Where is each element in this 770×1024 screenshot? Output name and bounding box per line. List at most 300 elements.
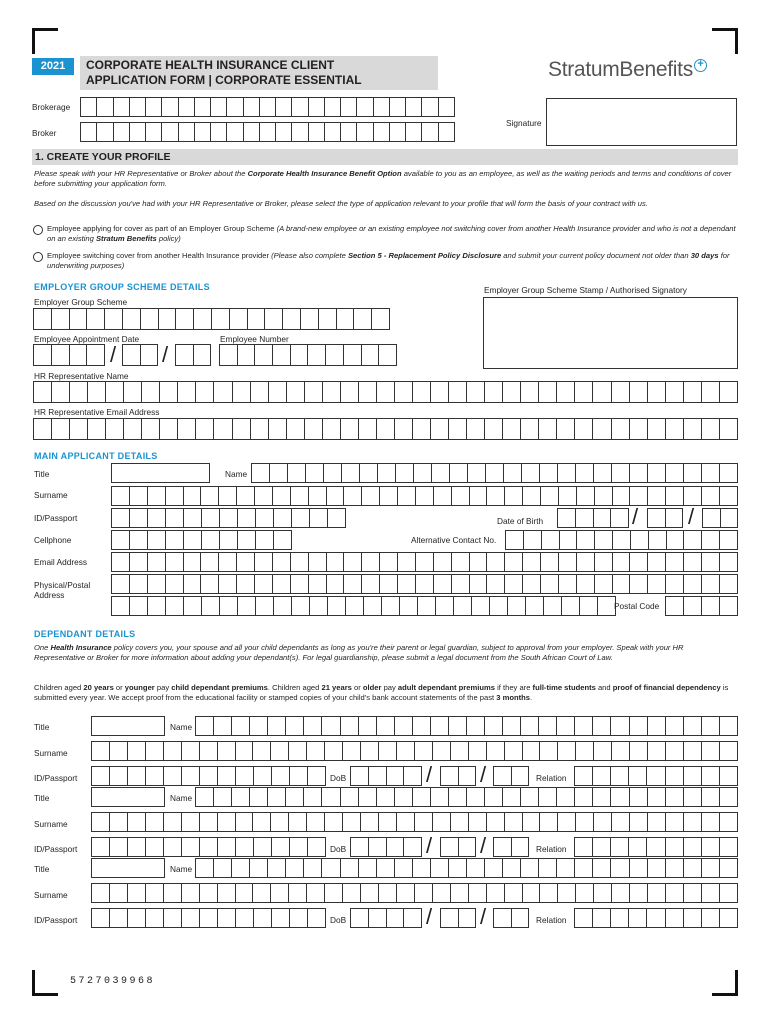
input-cell[interactable] — [449, 858, 467, 878]
input-cell[interactable] — [702, 552, 720, 572]
input-cell[interactable] — [451, 883, 469, 903]
input-cell[interactable] — [361, 883, 379, 903]
input-cell[interactable] — [268, 858, 286, 878]
input-cell[interactable] — [503, 787, 521, 807]
input-cell[interactable] — [540, 883, 558, 903]
input-cell[interactable] — [272, 837, 290, 857]
input-cell[interactable] — [268, 716, 286, 736]
input-cell[interactable] — [379, 812, 397, 832]
input-cell[interactable] — [413, 858, 431, 878]
input-cell[interactable] — [647, 908, 665, 928]
dep-1-dob-year[interactable] — [350, 766, 422, 786]
input-cell[interactable] — [613, 530, 631, 550]
input-cell[interactable] — [292, 508, 310, 528]
input-cell[interactable] — [494, 837, 512, 857]
dob-month[interactable] — [647, 508, 683, 528]
input-cell[interactable] — [70, 344, 88, 366]
input-cell[interactable] — [110, 812, 128, 832]
signature-box[interactable] — [546, 98, 737, 146]
input-cell[interactable] — [629, 766, 647, 786]
input-cell[interactable] — [382, 596, 400, 616]
input-cell[interactable] — [576, 463, 594, 483]
input-cell[interactable] — [128, 908, 146, 928]
input-cell[interactable] — [404, 837, 422, 857]
input-cell[interactable] — [400, 596, 418, 616]
input-cell[interactable] — [92, 908, 110, 928]
input-cell[interactable] — [413, 418, 431, 440]
input-cell[interactable] — [684, 463, 702, 483]
input-cell[interactable] — [576, 883, 594, 903]
input-cell[interactable] — [251, 381, 269, 403]
dep-3-dob-year[interactable] — [350, 908, 422, 928]
input-cell[interactable] — [702, 883, 720, 903]
input-cell[interactable] — [454, 596, 472, 616]
input-cell[interactable] — [369, 766, 387, 786]
input-cell[interactable] — [613, 486, 631, 506]
input-cell[interactable] — [372, 308, 390, 330]
input-cell[interactable] — [200, 883, 218, 903]
input-cell[interactable] — [431, 787, 449, 807]
input-cell[interactable] — [195, 97, 211, 117]
input-cell[interactable] — [702, 418, 720, 440]
input-cell[interactable] — [398, 574, 416, 594]
input-cell[interactable] — [110, 741, 128, 761]
input-cell[interactable] — [268, 787, 286, 807]
input-cell[interactable] — [433, 883, 451, 903]
dep-3-dob-day[interactable] — [493, 908, 529, 928]
input-cell[interactable] — [720, 463, 738, 483]
input-cell[interactable] — [434, 574, 452, 594]
input-cell[interactable] — [524, 530, 542, 550]
input-cell[interactable] — [201, 574, 219, 594]
dep-1-relation-field[interactable] — [574, 766, 738, 786]
dep-3-dob-month[interactable] — [440, 908, 476, 928]
input-cell[interactable] — [558, 463, 576, 483]
input-cell[interactable] — [341, 787, 359, 807]
input-cell[interactable] — [87, 344, 105, 366]
input-cell[interactable] — [130, 552, 148, 572]
input-cell[interactable] — [196, 381, 214, 403]
input-cell[interactable] — [395, 418, 413, 440]
input-cell[interactable] — [467, 858, 485, 878]
input-cell[interactable] — [630, 787, 648, 807]
input-cell[interactable] — [503, 858, 521, 878]
input-cell[interactable] — [34, 418, 52, 440]
input-cell[interactable] — [593, 837, 611, 857]
input-cell[interactable] — [467, 716, 485, 736]
input-cell[interactable] — [666, 552, 684, 572]
input-cell[interactable] — [630, 812, 648, 832]
input-cell[interactable] — [523, 574, 541, 594]
input-cell[interactable] — [595, 574, 613, 594]
input-cell[interactable] — [130, 508, 148, 528]
input-cell[interactable] — [34, 344, 52, 366]
input-cell[interactable] — [289, 741, 307, 761]
dep-3-relation-field[interactable] — [574, 908, 738, 928]
input-cell[interactable] — [305, 418, 323, 440]
input-cell[interactable] — [720, 381, 738, 403]
input-cell[interactable] — [141, 308, 159, 330]
input-cell[interactable] — [361, 812, 379, 832]
input-cell[interactable] — [106, 418, 124, 440]
input-cell[interactable] — [214, 716, 232, 736]
input-cell[interactable] — [369, 837, 387, 857]
input-cell[interactable] — [431, 716, 449, 736]
input-cell[interactable] — [611, 908, 629, 928]
input-cell[interactable] — [112, 530, 130, 550]
input-cell[interactable] — [648, 812, 666, 832]
input-cell[interactable] — [160, 381, 178, 403]
input-cell[interactable] — [274, 596, 292, 616]
input-cell[interactable] — [395, 381, 413, 403]
input-cell[interactable] — [52, 308, 70, 330]
broker-field[interactable] — [80, 122, 455, 142]
input-cell[interactable] — [720, 486, 738, 506]
name-field[interactable] — [251, 463, 738, 483]
input-cell[interactable] — [146, 812, 164, 832]
input-cell[interactable] — [344, 344, 362, 366]
input-cell[interactable] — [505, 812, 523, 832]
input-cell[interactable] — [404, 766, 422, 786]
input-cell[interactable] — [684, 908, 702, 928]
input-cell[interactable] — [309, 574, 327, 594]
input-cell[interactable] — [593, 858, 611, 878]
input-cell[interactable] — [362, 486, 380, 506]
input-cell[interactable] — [309, 486, 327, 506]
input-cell[interactable] — [237, 574, 255, 594]
input-cell[interactable] — [128, 883, 146, 903]
input-cell[interactable] — [92, 741, 110, 761]
input-cell[interactable] — [148, 486, 166, 506]
input-cell[interactable] — [416, 486, 434, 506]
input-cell[interactable] — [575, 381, 593, 403]
input-cell[interactable] — [503, 418, 521, 440]
input-cell[interactable] — [220, 530, 238, 550]
input-cell[interactable] — [684, 858, 702, 878]
input-cell[interactable] — [505, 486, 523, 506]
input-cell[interactable] — [541, 486, 559, 506]
input-cell[interactable] — [702, 381, 720, 403]
input-cell[interactable] — [611, 508, 629, 528]
scheme-field[interactable] — [33, 308, 390, 330]
input-cell[interactable] — [271, 812, 289, 832]
input-cell[interactable] — [398, 552, 416, 572]
input-cell[interactable] — [182, 908, 200, 928]
input-cell[interactable] — [485, 418, 503, 440]
input-cell[interactable] — [431, 418, 449, 440]
input-cell[interactable] — [148, 552, 166, 572]
input-cell[interactable] — [273, 574, 291, 594]
input-cell[interactable] — [227, 97, 243, 117]
input-cell[interactable] — [309, 552, 327, 572]
input-cell[interactable] — [110, 766, 128, 786]
input-cell[interactable] — [629, 908, 647, 928]
input-cell[interactable] — [214, 858, 232, 878]
input-cell[interactable] — [184, 486, 202, 506]
input-cell[interactable] — [146, 908, 164, 928]
input-cell[interactable] — [201, 552, 219, 572]
input-cell[interactable] — [112, 508, 130, 528]
input-cell[interactable] — [323, 418, 341, 440]
input-cell[interactable] — [379, 883, 397, 903]
input-cell[interactable] — [469, 741, 487, 761]
input-cell[interactable] — [92, 766, 110, 786]
input-cell[interactable] — [325, 122, 341, 142]
dep-1-id-field[interactable] — [91, 766, 326, 786]
input-cell[interactable] — [287, 418, 305, 440]
input-cell[interactable] — [720, 741, 738, 761]
input-cell[interactable] — [487, 574, 505, 594]
input-cell[interactable] — [540, 463, 558, 483]
input-cell[interactable] — [341, 381, 359, 403]
id-field[interactable] — [111, 508, 346, 528]
input-cell[interactable] — [92, 812, 110, 832]
input-cell[interactable] — [449, 418, 467, 440]
input-cell[interactable] — [253, 741, 271, 761]
title-field[interactable] — [111, 463, 210, 483]
input-cell[interactable] — [593, 716, 611, 736]
input-cell[interactable] — [648, 858, 666, 878]
input-cell[interactable] — [219, 486, 237, 506]
input-cell[interactable] — [273, 344, 291, 366]
input-cell[interactable] — [611, 858, 629, 878]
input-cell[interactable] — [577, 530, 595, 550]
input-cell[interactable] — [308, 837, 326, 857]
input-cell[interactable] — [227, 122, 243, 142]
input-cell[interactable] — [218, 908, 236, 928]
input-cell[interactable] — [452, 574, 470, 594]
input-cell[interactable] — [395, 716, 413, 736]
input-cell[interactable] — [667, 530, 685, 550]
input-cell[interactable] — [202, 508, 220, 528]
input-cell[interactable] — [575, 787, 593, 807]
input-cell[interactable] — [308, 766, 326, 786]
input-cell[interactable] — [253, 812, 271, 832]
input-cell[interactable] — [260, 122, 276, 142]
input-cell[interactable] — [304, 858, 322, 878]
input-cell[interactable] — [575, 716, 593, 736]
input-cell[interactable] — [289, 883, 307, 903]
input-cell[interactable] — [341, 97, 357, 117]
input-cell[interactable] — [540, 741, 558, 761]
input-cell[interactable] — [110, 837, 128, 857]
input-cell[interactable] — [327, 552, 345, 572]
input-cell[interactable] — [422, 97, 438, 117]
input-cell[interactable] — [397, 741, 415, 761]
input-cell[interactable] — [666, 486, 684, 506]
input-cell[interactable] — [557, 418, 575, 440]
input-cell[interactable] — [702, 812, 720, 832]
input-cell[interactable] — [666, 908, 684, 928]
input-cell[interactable] — [397, 812, 415, 832]
input-cell[interactable] — [702, 837, 720, 857]
input-cell[interactable] — [512, 766, 530, 786]
input-cell[interactable] — [214, 418, 232, 440]
input-cell[interactable] — [200, 741, 218, 761]
input-cell[interactable] — [255, 574, 273, 594]
input-cell[interactable] — [415, 812, 433, 832]
input-cell[interactable] — [124, 381, 142, 403]
input-cell[interactable] — [112, 552, 130, 572]
input-cell[interactable] — [451, 741, 469, 761]
input-cell[interactable] — [194, 344, 212, 366]
input-cell[interactable] — [255, 344, 273, 366]
input-cell[interactable] — [470, 574, 488, 594]
input-cell[interactable] — [380, 552, 398, 572]
input-cell[interactable] — [274, 530, 292, 550]
input-cell[interactable] — [304, 787, 322, 807]
input-cell[interactable] — [467, 381, 485, 403]
input-cell[interactable] — [469, 812, 487, 832]
input-cell[interactable] — [271, 741, 289, 761]
input-cell[interactable] — [380, 486, 398, 506]
stamp-box[interactable] — [483, 297, 738, 369]
input-cell[interactable] — [720, 858, 738, 878]
input-cell[interactable] — [291, 552, 309, 572]
input-cell[interactable] — [233, 381, 251, 403]
input-cell[interactable] — [130, 530, 148, 550]
input-cell[interactable] — [289, 812, 307, 832]
input-cell[interactable] — [253, 883, 271, 903]
input-cell[interactable] — [577, 552, 595, 572]
input-cell[interactable] — [379, 741, 397, 761]
input-cell[interactable] — [250, 858, 268, 878]
dep-2-dob-day[interactable] — [493, 837, 529, 857]
input-cell[interactable] — [182, 883, 200, 903]
input-cell[interactable] — [357, 122, 373, 142]
input-cell[interactable] — [521, 858, 539, 878]
input-cell[interactable] — [433, 812, 451, 832]
input-cell[interactable] — [422, 122, 438, 142]
input-cell[interactable] — [539, 858, 557, 878]
input-cell[interactable] — [505, 741, 523, 761]
input-cell[interactable] — [211, 122, 227, 142]
dob-year[interactable] — [557, 508, 629, 528]
dep-1-title-field[interactable] — [91, 716, 165, 736]
input-cell[interactable] — [413, 787, 431, 807]
dep-2-title-field[interactable] — [91, 787, 165, 807]
input-cell[interactable] — [449, 381, 467, 403]
input-cell[interactable] — [251, 418, 269, 440]
input-cell[interactable] — [52, 381, 70, 403]
input-cell[interactable] — [351, 908, 369, 928]
input-cell[interactable] — [218, 766, 236, 786]
input-cell[interactable] — [244, 97, 260, 117]
input-cell[interactable] — [559, 574, 577, 594]
input-cell[interactable] — [648, 418, 666, 440]
input-cell[interactable] — [469, 883, 487, 903]
input-cell[interactable] — [377, 716, 395, 736]
input-cell[interactable] — [254, 908, 272, 928]
input-cell[interactable] — [306, 463, 324, 483]
cellphone-field[interactable] — [111, 530, 292, 550]
input-cell[interactable] — [630, 741, 648, 761]
input-cell[interactable] — [557, 858, 575, 878]
input-cell[interactable] — [328, 596, 346, 616]
input-cell[interactable] — [200, 908, 218, 928]
input-cell[interactable] — [459, 837, 477, 857]
input-cell[interactable] — [395, 858, 413, 878]
input-cell[interactable] — [666, 596, 684, 616]
input-cell[interactable] — [123, 344, 141, 366]
input-cell[interactable] — [276, 122, 292, 142]
input-cell[interactable] — [195, 122, 211, 142]
input-cell[interactable] — [325, 812, 343, 832]
input-cell[interactable] — [179, 97, 195, 117]
input-cell[interactable] — [404, 908, 422, 928]
input-cell[interactable] — [612, 741, 630, 761]
input-cell[interactable] — [292, 122, 308, 142]
input-cell[interactable] — [521, 381, 539, 403]
input-cell[interactable] — [327, 486, 345, 506]
input-cell[interactable] — [684, 812, 702, 832]
input-cell[interactable] — [377, 787, 395, 807]
input-cell[interactable] — [557, 716, 575, 736]
input-cell[interactable] — [666, 858, 684, 878]
input-cell[interactable] — [526, 596, 544, 616]
input-cell[interactable] — [523, 741, 541, 761]
input-cell[interactable] — [630, 858, 648, 878]
input-cell[interactable] — [702, 463, 720, 483]
input-cell[interactable] — [487, 883, 505, 903]
input-cell[interactable] — [179, 122, 195, 142]
input-cell[interactable] — [612, 381, 630, 403]
input-cell[interactable] — [390, 122, 406, 142]
input-cell[interactable] — [415, 741, 433, 761]
input-cell[interactable] — [415, 883, 433, 903]
input-cell[interactable] — [630, 883, 648, 903]
input-cell[interactable] — [291, 574, 309, 594]
input-cell[interactable] — [343, 812, 361, 832]
input-cell[interactable] — [575, 908, 593, 928]
dep-2-dob-year[interactable] — [350, 837, 422, 857]
dep-3-id-field[interactable] — [91, 908, 326, 928]
input-cell[interactable] — [200, 837, 218, 857]
input-cell[interactable] — [146, 122, 162, 142]
input-cell[interactable] — [720, 574, 738, 594]
input-cell[interactable] — [252, 463, 270, 483]
appointment-day[interactable] — [175, 344, 211, 366]
input-cell[interactable] — [219, 552, 237, 572]
input-cell[interactable] — [613, 574, 631, 594]
input-cell[interactable] — [630, 463, 648, 483]
input-cell[interactable] — [184, 508, 202, 528]
input-cell[interactable] — [557, 381, 575, 403]
input-cell[interactable] — [398, 486, 416, 506]
input-cell[interactable] — [684, 766, 702, 786]
input-cell[interactable] — [575, 858, 593, 878]
input-cell[interactable] — [595, 552, 613, 572]
input-cell[interactable] — [594, 741, 612, 761]
input-cell[interactable] — [164, 741, 182, 761]
hr-email-field[interactable] — [33, 418, 738, 440]
input-cell[interactable] — [238, 530, 256, 550]
input-cell[interactable] — [702, 858, 720, 878]
input-cell[interactable] — [269, 418, 287, 440]
input-cell[interactable] — [436, 596, 454, 616]
input-cell[interactable] — [176, 344, 194, 366]
input-cell[interactable] — [362, 344, 380, 366]
input-cell[interactable] — [233, 418, 251, 440]
input-cell[interactable] — [87, 308, 105, 330]
input-cell[interactable] — [322, 716, 340, 736]
input-cell[interactable] — [387, 837, 405, 857]
input-cell[interactable] — [283, 308, 301, 330]
input-cell[interactable] — [256, 530, 274, 550]
input-cell[interactable] — [666, 837, 684, 857]
input-cell[interactable] — [541, 574, 559, 594]
input-cell[interactable] — [92, 837, 110, 857]
